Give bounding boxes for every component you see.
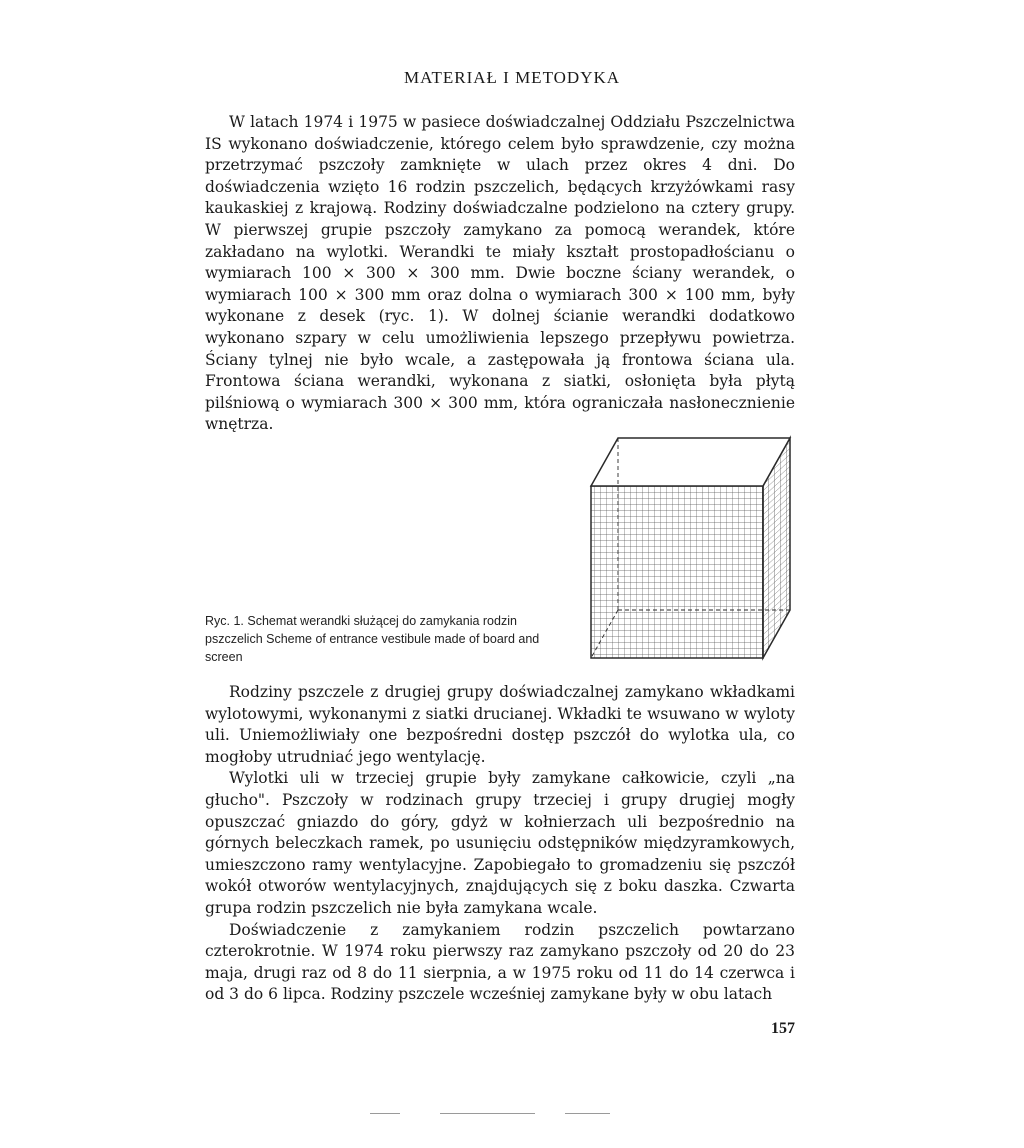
paragraph-block-2	[205, 682, 795, 1006]
paragraph-1: W latach 1974 i 1975 w pasiece doświadczalnej Oddziału Pszczelnictwa IS wykonano doświadczenie, którego celem było sprawdzenie, czy można przetrzymać pszczoły zamknięte w ulach przez okres 4 dni. Do doświadczenia wzięto 16 rodzin pszczelich, będących krzyżówkami rasy kaukaskiej z krajową. Rodziny doświadczalne podzielono na cztery grupy. W pierwszej grupie pszczoły zamykano za pomocą werandek, które zakładano na wylotki. Werandki te miały kształt prostopadłościanu o wymiarach 100 × 300 × 300 mm. Dwie boczne ściany werandek, o wymiarach 100 × 300 mm oraz dolna o wymiarach 300 × 100 mm, były wykonane z desek (ryc. 1). W dolnej ścianie werandki dodatkowo wykonano szpary w celu umożliwienia lepszego przepływu powietrza. Ściany tylnej nie było wcale, a zastępowała ją frontowa ściana ula. Frontowa ściana werandki, wykonana z siatki, osłonięta była płytą pilśniową o wymiarach 300 × 300 mm, która ograniczała nasłonecznienie wnętrza.	[205, 113, 795, 434]
scan-artifact-line	[440, 1113, 535, 1114]
section-title: MATERIAŁ I METODYKA	[403, 68, 621, 87]
scan-artifact-line	[370, 1113, 400, 1114]
paragraph-4: Doświadczenie z zamykaniem rodzin pszczelich powtarzano czterokrotnie. W 1974 roku pierwszy raz zamykano pszczoły od 20 do 23 maja, drugi raz od 8 do 11 sierpnia, a w 1975 roku od 11 do 14 czerwca i od 3 do 6 lipca. Rodziny pszczele wcześniej zamykane były w obu latach	[205, 920, 795, 1004]
paragraph-3: Wylotki uli w trzeciej grupie były zamykane całkowicie, czyli „na głucho". Pszczoły w rodzinach grupy trzeciej i grupy drugiej mogły opuszczać gniazdo do góry, gdyż w kołnierzach uli bezpośrednio na górnych beleczkach ramek, po usunięciu odstępników międzyramkowych, umieszczono ramy wentylacyjne. Zapobiegało to gromadzeniu się pszczół wokół otworów wentylacyjnych, znajdujących się z boku daszka. Czwarta grupa rodzin pszczelich nie była zamykana wcale.	[205, 769, 795, 917]
figure-vestibule-schematic	[588, 432, 793, 662]
box-schematic-drawing	[588, 432, 793, 662]
figure-caption: Ryc. 1. Schemat werandki służącej do zamykania rodzin pszczelich Scheme of entrance vestibule made of board and screen	[205, 614, 540, 664]
paragraph-block-1	[205, 112, 795, 436]
top-face	[591, 438, 790, 486]
page-number: 157	[771, 1020, 795, 1037]
paragraph-2: Rodziny pszczele z drugiej grupy doświadczalnej zamykano wkładkami wylotowymi, wykonanymi z siatki drucianej. Wkładki te wsuwano w wyloty uli. Uniemożliwiały one bezpośredni dostęp pszczół do wylotka ula, co mogłoby utrudniać jego wentylację.	[205, 683, 795, 766]
front-mesh-face	[591, 486, 763, 658]
scan-artifact-line	[565, 1113, 610, 1114]
